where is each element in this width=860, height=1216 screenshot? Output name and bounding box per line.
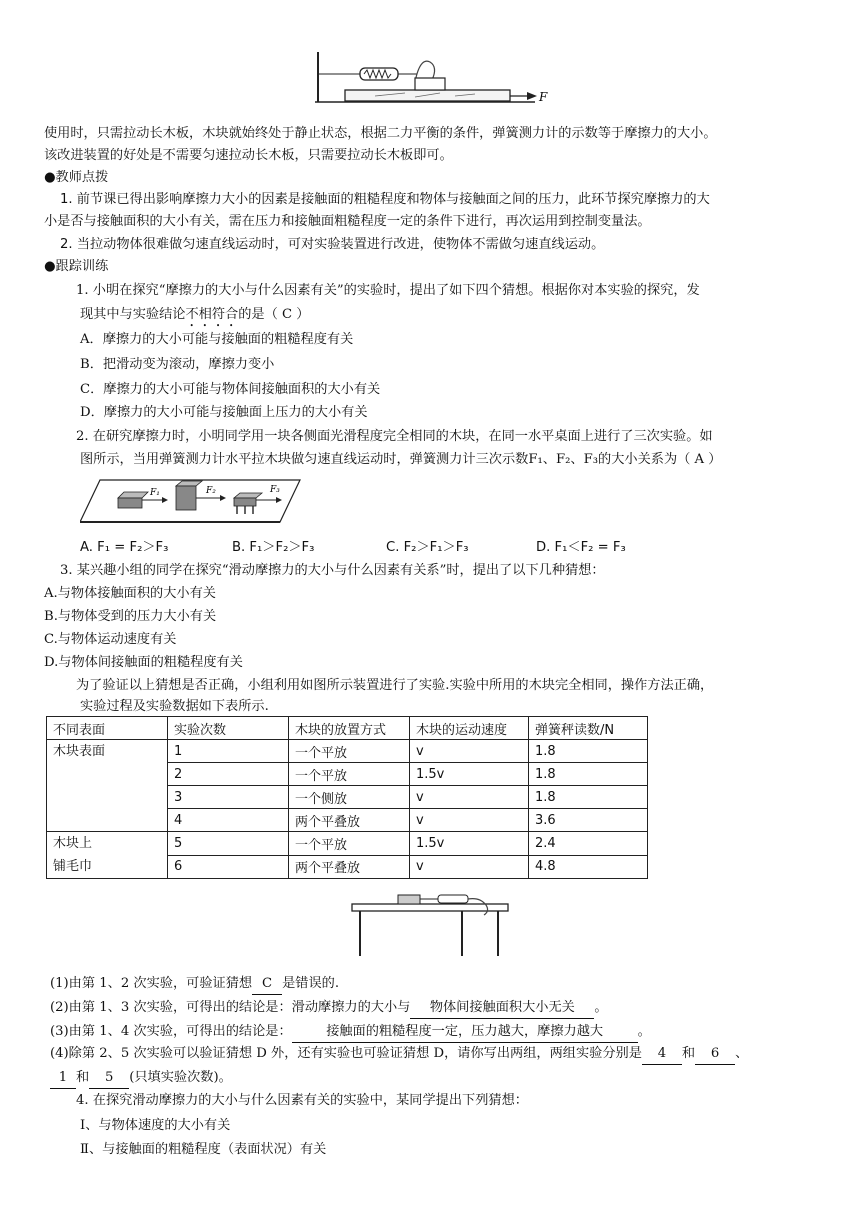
table-cell: 两个平叠放: [289, 855, 410, 879]
answer-blank: 1: [50, 1068, 76, 1089]
option-c: C．摩擦力的大小可能与物体间接触面积的大小有关: [80, 382, 381, 397]
table-cell: 4.8: [529, 855, 648, 879]
question-2-line: 图所示，当用弹簧测力计水平拉木块做匀速直线运动时，弹簧测力计三次示数F₁、F₂、F₃的大小关系为（ A ）: [80, 452, 722, 467]
table-cell: 1.8: [529, 786, 648, 809]
table-cell: 1.5v: [410, 832, 529, 856]
paragraph-line: 该改进装置的好处是不需要匀速拉动长木板，只需要拉动长木板即可。: [44, 148, 453, 163]
table-cell: 一个平放: [289, 832, 410, 856]
table-cell: 5: [168, 832, 289, 856]
spring-scale: [438, 895, 468, 903]
answer-blank: 接触面的粗糙程度一定，压力越大，摩擦力越大: [292, 1022, 638, 1043]
table-cell: v: [410, 855, 529, 879]
table-cell: 3: [168, 786, 289, 809]
header-cell: 弹簧秤读数/N: [529, 717, 648, 740]
figure-spring-board: [315, 52, 555, 110]
table-cell: 1.8: [529, 740, 648, 763]
long-board: [345, 90, 510, 101]
emphasis-text: 不相符合: [185, 307, 239, 322]
surface-cell: 木块上 铺毛巾: [47, 832, 168, 879]
guess-d: D.与物体间接触面的粗糙程度有关: [44, 655, 243, 670]
table-cell: 3.6: [529, 809, 648, 832]
guess-c: C.与物体运动速度有关: [44, 632, 177, 647]
table-row: [47, 740, 648, 763]
answer-4: (4)除第 2、5 次实验可以验证猜想 D 外，还有实验也可验证猜想 D，请你写出两组，两组实验分别是 4 和 6 、: [50, 1044, 748, 1065]
answer-blank: 物体间接触面积大小无关: [410, 998, 594, 1019]
data-table: [46, 716, 648, 879]
table-cell: 两个平叠放: [289, 809, 410, 832]
paragraph-line: 实验过程及实验数据如下表所示.: [80, 699, 269, 714]
header-cell: 不同表面: [47, 717, 168, 740]
header-cell: 木块的放置方式: [289, 717, 410, 740]
answer-3: (3)由第 1、4 次实验，可得出的结论是： 接触面的粗糙程度一定，压力越大，摩擦力越大 。: [50, 1022, 651, 1043]
section-heading: ●教师点拨: [44, 170, 109, 185]
force-label-f1: F₁: [150, 488, 160, 498]
tip-line: 2. 当拉动物体很难做匀速直线运动时，可对实验装置进行改进，使物体不需做匀速直线运动。: [60, 237, 605, 252]
question-1-line: 1. 小明在探究“摩擦力的大小与什么因素有关”的实验时，提出了如下四个猜想。根据你对本实验的探究，发: [76, 283, 700, 298]
wood-block: [398, 895, 420, 904]
section-heading: ●跟踪训练: [44, 259, 109, 274]
option-d: D．摩擦力的大小可能与接触面上压力的大小有关: [80, 405, 368, 420]
table-cell: v: [410, 786, 529, 809]
tabletop: [352, 904, 508, 911]
answer-blank: 5: [89, 1068, 129, 1089]
guess-a: A.与物体接触面积的大小有关: [44, 586, 216, 601]
table-cell: 2.4: [529, 832, 648, 856]
table-cell: 1.8: [529, 763, 648, 786]
answer-blank: 6: [695, 1044, 735, 1065]
table-cell: 2: [168, 763, 289, 786]
table-cell: 一个侧放: [289, 786, 410, 809]
table-cell: 6: [168, 855, 289, 879]
table-cell: 1.5v: [410, 763, 529, 786]
surface-cell: 木块表面: [47, 740, 168, 832]
table-cell: 1: [168, 740, 289, 763]
answer-blank: C: [252, 974, 282, 995]
table-header-row: [47, 717, 648, 740]
tip-line: 1. 前节课已得出影响摩擦力大小的因素是接触面的粗糙程度和物体与接触面之间的压力，此环节探究摩擦力的大: [60, 192, 710, 207]
option-c: C. F₂＞F₁＞F₃: [386, 540, 469, 555]
option-b: B. F₁＞F₂＞F₃: [232, 540, 315, 555]
option-d: D. F₁＜F₂ = F₃: [536, 540, 626, 555]
figure-table-experiment: [350, 888, 510, 958]
question-2-line: 2. 在研究摩擦力时，小明同学用一块各侧面光滑程度完全相同的木块，在同一水平桌面上进行了三次实验。如: [76, 429, 713, 444]
option-b: B．把滑动变为滚动，摩擦力变小: [80, 357, 275, 372]
answer-blank: 4: [642, 1044, 682, 1065]
force-label-f3: F₃: [270, 485, 280, 495]
header-cell: 木块的运动速度: [410, 717, 529, 740]
paragraph-line: 使用时，只需拉动长木板，木块就始终处于静止状态，根据二力平衡的条件，弹簧测力计的示数等于摩擦力的大小。: [44, 126, 717, 141]
question-4-intro: 4. 在探究滑动摩擦力的大小与什么因素有关的实验中，某同学提出下列猜想：: [76, 1093, 528, 1108]
figure-three-blocks: [80, 476, 302, 528]
answer-1: (1)由第 1、2 次实验，可验证猜想 C 是错误的.: [50, 974, 339, 995]
header-cell: 实验次数: [168, 717, 289, 740]
table-cell: 4: [168, 809, 289, 832]
table-cell: v: [410, 809, 529, 832]
table-cell: 一个平放: [289, 763, 410, 786]
guess-b: B.与物体受到的压力大小有关: [44, 609, 217, 624]
tip-line: 小是否与接触面积的大小有关，需在压力和接触面粗糙程度一定的条件下进行，再次运用到控制变量法。: [44, 214, 651, 229]
table-cell: 一个平放: [289, 740, 410, 763]
force-label-f2: F₂: [206, 486, 216, 496]
paragraph-line: 为了验证以上猜想是否正确，小组利用如图所示装置进行了实验.实验中所用的木块完全相同，操作方法正确，: [76, 678, 714, 693]
answer-2: (2)由第 1、3 次实验，可得出的结论是：滑动摩擦力的大小与 物体间接触面积大小无关 。: [50, 998, 608, 1019]
guess-i: Ⅰ、与物体速度的大小有关: [80, 1118, 231, 1133]
option-a: A．摩擦力的大小可能与接触面的粗糙程度有关: [80, 332, 354, 347]
wood-block: [415, 78, 445, 90]
question-1-line: 现其中与实验结论不相符合的是（ C ）: [80, 307, 310, 322]
table-row: [47, 832, 648, 856]
force-label: F: [539, 90, 548, 104]
force-arrow: [527, 92, 537, 100]
answer-4-cont: 1 和 5 (只填实验次数)。: [50, 1068, 232, 1089]
table-cell: v: [410, 740, 529, 763]
option-a: A. F₁ = F₂＞F₃: [80, 540, 169, 555]
question-3-intro: 3. 某兴趣小组的同学在探究“滑动摩擦力的大小与什么因素有关系”时，提出了以下几种猜想：: [60, 563, 605, 578]
guess-ii: Ⅱ、与接触面的粗糙程度（表面状况）有关: [80, 1142, 327, 1157]
